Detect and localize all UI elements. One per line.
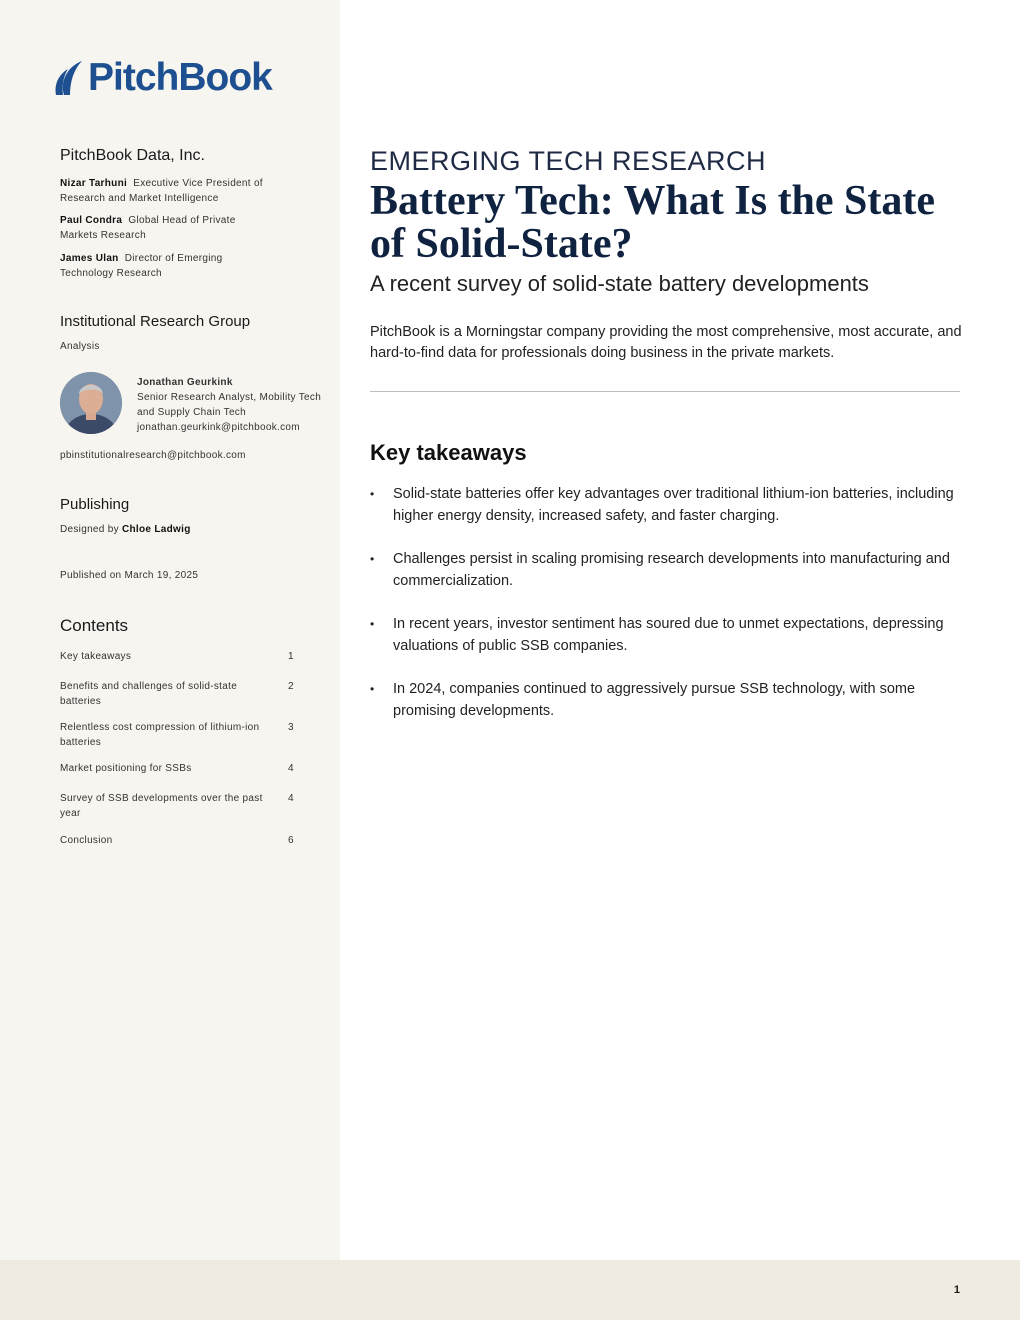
analyst-contact <box>60 372 330 436</box>
list-item <box>370 483 962 527</box>
toc-item-page: 6 <box>288 835 294 846</box>
eyebrow-label: EMERGING TECH RESEARCH <box>370 146 767 176</box>
page-subtitle: A recent survey of solid-state battery developments <box>370 271 869 296</box>
group-block <box>60 313 320 354</box>
company-name: PitchBook Data, Inc. <box>60 147 205 164</box>
publishing-block <box>60 496 320 537</box>
publishing-heading: Publishing <box>60 496 130 513</box>
logo-wordmark: PitchBook <box>88 56 272 99</box>
list-item <box>370 548 962 592</box>
published-date: Published on March 19, 2025 <box>60 570 199 581</box>
person-role: Executive Vice President of Research and Market Intelligence <box>60 178 263 204</box>
toc-item-title: Relentless cost compression of lithium-ion batteries <box>60 722 260 748</box>
toc-item-title: Benefits and challenges of solid-state batteries <box>60 681 238 707</box>
designed-by-label: Designed by <box>60 524 119 535</box>
pitchbook-logo <box>54 56 272 100</box>
page-title <box>370 180 962 266</box>
list-item-text: Solid-state batteries offer key advantages over traditional lithium-ion batteries, including higher energy density, increased safety, and faster charging. <box>393 486 954 524</box>
group-heading: Institutional Research Group <box>60 313 251 330</box>
published-block <box>60 568 320 583</box>
toc-item-page: 2 <box>288 681 294 692</box>
avatar <box>60 372 122 434</box>
contents <box>60 616 300 848</box>
title-line: Battery Tech: What Is the State <box>370 178 936 224</box>
list-item-text: In recent years, investor sentiment has soured due to unmet expectations, depressing valuations of public SSB companies. <box>393 616 944 654</box>
list-item-text: In 2024, companies continued to aggressively pursue SSB technology, with some promising developments. <box>393 681 916 719</box>
toc-item[interactable] <box>60 761 300 776</box>
list-item <box>370 678 962 722</box>
person-entry <box>60 176 285 206</box>
toc-item[interactable] <box>60 679 300 709</box>
bullet-icon: • <box>370 487 375 501</box>
group-email-block <box>60 448 320 463</box>
toc-item-title: Market positioning for SSBs <box>60 763 192 774</box>
divider <box>370 391 960 392</box>
company-block <box>60 147 320 165</box>
person-role: Global Head of Private Markets Research <box>60 215 236 241</box>
person-name: Paul Condra <box>60 215 123 226</box>
toc-item-title: Survey of SSB developments over the past year <box>60 793 263 819</box>
pitchbook-leaf-icon <box>54 59 84 97</box>
description: PitchBook is a Morningstar company providing the most comprehensive, most accurate, and hard-to-find data for professionals doing business in the private markets. <box>370 324 962 361</box>
analyst-info <box>137 375 327 435</box>
person-name: James Ulan <box>60 253 119 264</box>
analyst-email[interactable]: jonathan.geurkink@pitchbook.com <box>137 422 300 433</box>
person-entry <box>60 213 250 243</box>
toc-item-page: 4 <box>288 793 294 804</box>
footer <box>0 1260 1020 1320</box>
title-line: of Solid-State? <box>370 221 633 267</box>
bullet-icon: • <box>370 552 375 566</box>
toc-item-page: 1 <box>288 651 294 662</box>
toc-item-page: 3 <box>288 722 294 733</box>
toc-item[interactable] <box>60 833 300 848</box>
designer-name: Chloe Ladwig <box>122 524 191 535</box>
toc-item[interactable] <box>60 649 300 664</box>
key-takeaways-heading: Key takeaways <box>370 440 527 465</box>
bullet-icon: • <box>370 617 375 631</box>
toc-item-page: 4 <box>288 763 294 774</box>
toc-item[interactable] <box>60 720 300 750</box>
list-item-text: Challenges persist in scaling promising research developments into manufacturing and commercialization. <box>393 551 950 589</box>
group-sub: Analysis <box>60 341 100 352</box>
person-entry <box>60 251 245 281</box>
toc-item-title: Conclusion <box>60 835 113 846</box>
list-item <box>370 613 962 657</box>
toc-item[interactable] <box>60 791 300 821</box>
group-email[interactable]: pbinstitutionalresearch@pitchbook.com <box>60 450 246 461</box>
bullet-icon: • <box>370 682 375 696</box>
person-role: Director of Emerging Technology Research <box>60 253 223 279</box>
toc-item-title: Key takeaways <box>60 651 132 662</box>
contents-heading: Contents <box>60 616 129 635</box>
analyst-name: Jonathan Geurkink <box>137 377 233 388</box>
person-name: Nizar Tarhuni <box>60 178 128 189</box>
page-number: 1 <box>953 1284 960 1296</box>
analyst-title: Senior Research Analyst, Mobility Tech and Supply Chain Tech <box>137 392 322 418</box>
key-takeaways-list <box>370 483 962 743</box>
